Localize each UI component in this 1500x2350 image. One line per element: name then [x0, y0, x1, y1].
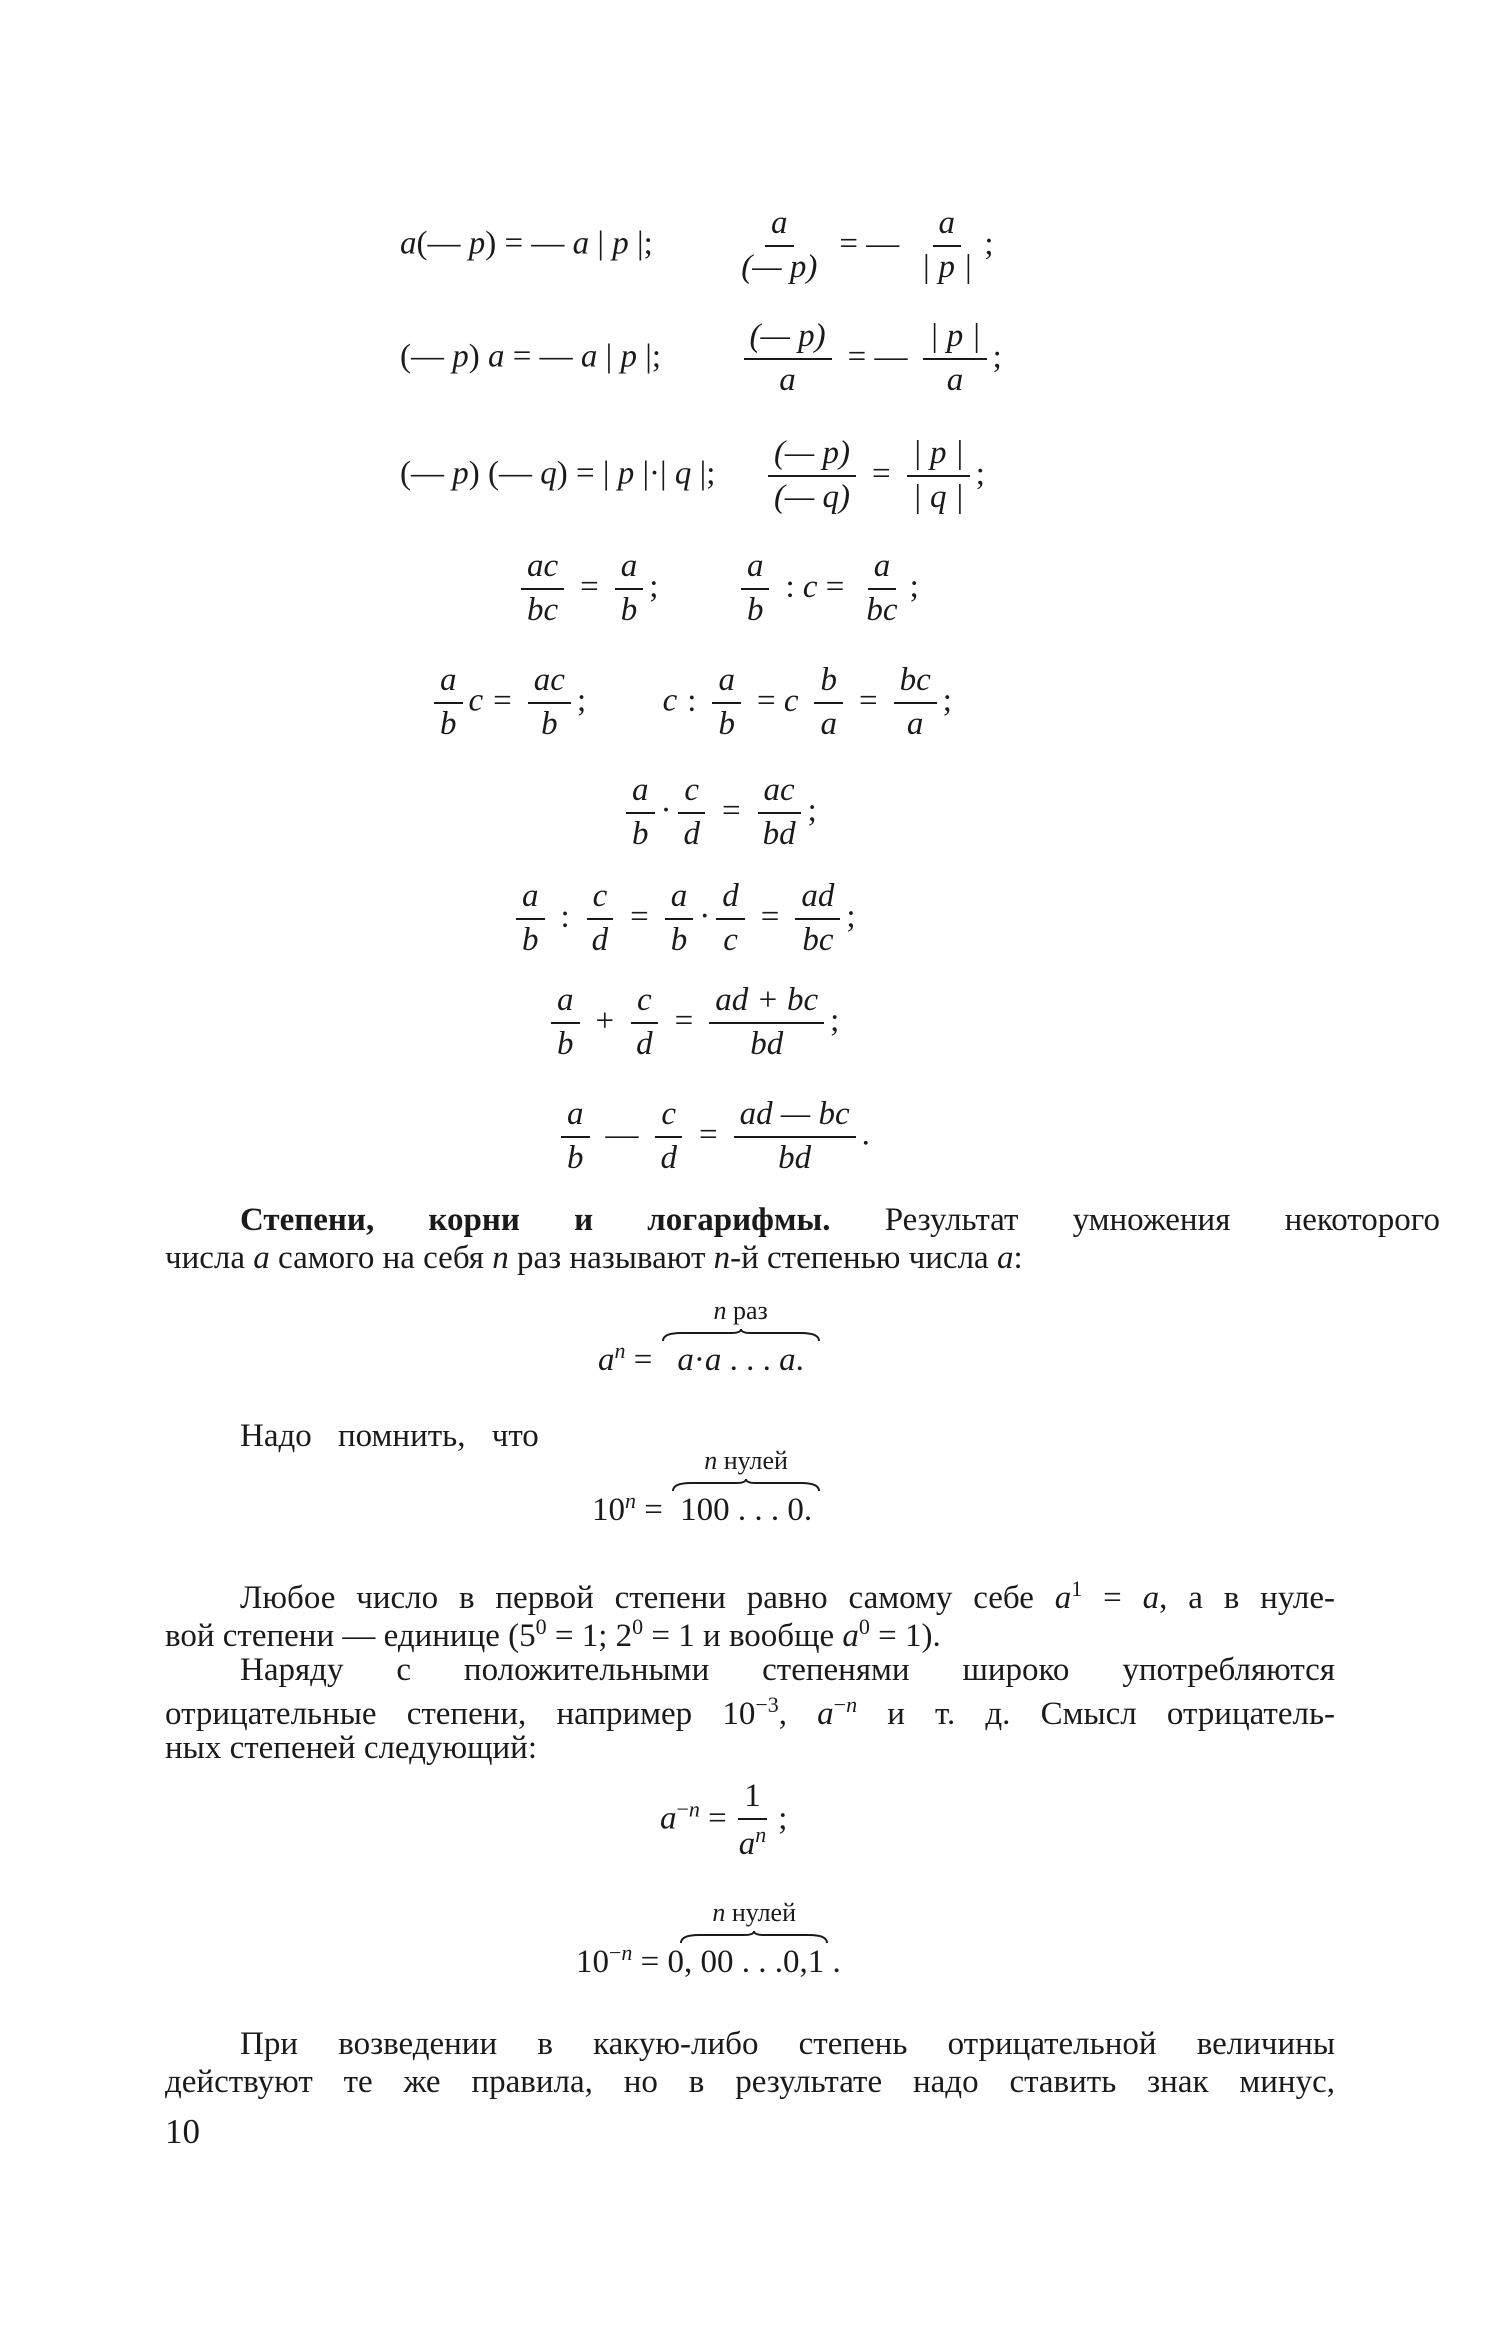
- formula-row-7: $\frac{a}{b}$ : $\frac{c}{d}$ = $\frac{a}{b}$ · $\frac{d}{c}$ = $\frac{ad}{bc}$ ;: [510, 878, 856, 960]
- paragraph-5-line-2: действуют те же правила, но в результате надо ставить знак минус,: [165, 2064, 1335, 2100]
- ten-negative-power-equation: $10^{-n}$ = n нулей 0, 00 . . .0,1 .: [576, 1898, 841, 1980]
- section-heading: Степени, корни и логарифмы.: [240, 1202, 831, 1238]
- formula-row-9: $\frac{a}{b}$ — $\frac{c}{d}$ = $\frac{ad — bc}{bd}$ .: [555, 1096, 870, 1178]
- formula-r2-left: (— p) a = — a | p |;: [400, 338, 662, 375]
- formula-row-6: $\frac{a}{b}$ · $\frac{c}{d}$ = $\frac{ac}{bd}$ ;: [620, 772, 817, 854]
- formula-r1-left: a(— p) = — a | p |;: [400, 225, 653, 262]
- negative-power-equation: $a^{-n}$ = $\frac{1}{a^n}$ ;: [660, 1778, 788, 1862]
- formula-row-4: $\frac{ac}{bc}$ = $\frac{a}{b}$ ; $\frac{a}{b}$ : c = $\frac{a}{bc}$ ;: [515, 548, 919, 630]
- formula-r3-left: (— p) (— q) = | p |·| q |;: [400, 455, 716, 492]
- paragraph-1-line-1: [240, 1202, 1440, 1239]
- paragraph-4-line-3: ных степеней следующий:: [165, 1730, 537, 1766]
- formula-row-3: [400, 435, 985, 517]
- ten-power-equation: $10^n$ = n нулей 100 . . . 0.: [592, 1448, 821, 1529]
- paragraph-2: Надо помнить, что: [240, 1418, 539, 1454]
- paragraph-4-line-1: Наряду с положительными степенями широко употребляются: [240, 1652, 1335, 1688]
- paragraph-4-line-2: отрицательные степени, например $10^{-3}$, $a^{-n}$ и т. д. Смысл отрицатель-: [165, 1692, 1335, 1732]
- formula-row-5: $\frac{a}{b}$ c = $\frac{ac}{b}$ ; c : $\frac{a}{b}$ = c $\frac{b}{a}$ = $\frac{bc}{a}$ ;: [428, 662, 952, 744]
- formula-row-8: $\frac{a}{b}$ + $\frac{c}{d}$ = $\frac{ad + bc}{bd}$ ;: [545, 982, 839, 1064]
- paragraph-1-line-2: числа a самого на себя n раз называют n-й степенью числа a:: [165, 1240, 1023, 1276]
- paragraph-3-line-2: вой степени — единице ($5^0 = 1$; $2^0 = 1$ и вообще $a^0 = 1$).: [165, 1614, 941, 1654]
- formula-r3-right: $\frac{(— p)}{(— q)}$ = $\frac{| p |}{| q |}$ ;: [762, 456, 985, 492]
- paragraph-1-line-1-text: Результат умножения некоторого: [884, 1202, 1441, 1238]
- formula-row-2: [400, 318, 1002, 400]
- formula-r1-right: $\frac{a}{(— p)}$ = — $\frac{a}{| p |}$ ;: [741, 205, 994, 285]
- power-equation: $a^n$ = n раз a·a . . . a.: [598, 1298, 821, 1379]
- paragraph-5-line-1: При возведении в какую-либо степень отрицательной величины: [240, 2026, 1335, 2062]
- paragraph-3-line-1: Любое число в первой степени равно самому себе $a^1 = a$, а в нуле-: [240, 1576, 1335, 1616]
- formula-row-1: [400, 205, 994, 287]
- formula-r2-right: $\frac{(— p)}{a}$ = — $\frac{| p |}{a}$ ;: [738, 339, 1002, 375]
- page-number: 10: [165, 2112, 200, 2151]
